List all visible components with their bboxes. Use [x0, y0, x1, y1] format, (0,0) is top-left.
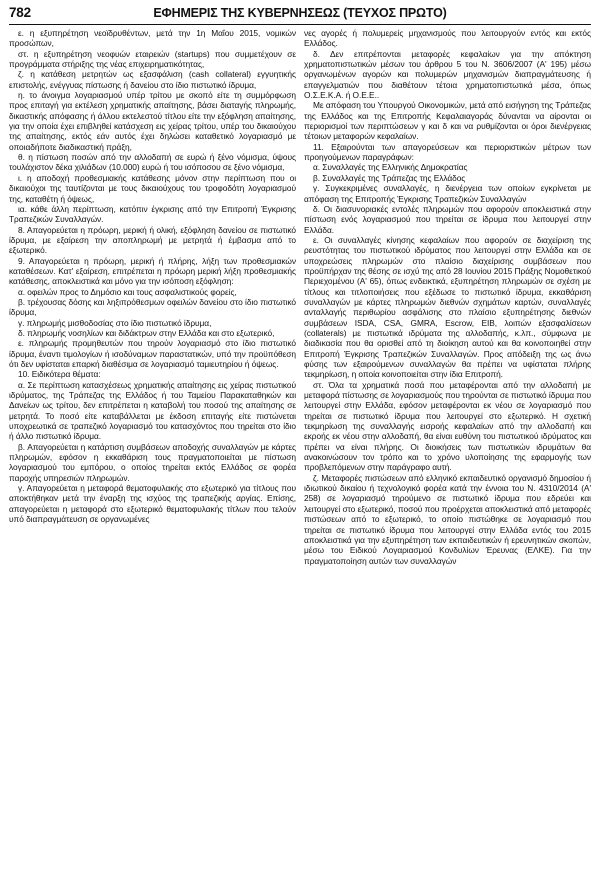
left-column: [9, 28, 296, 883]
paragraph: στ. η εξυπηρέτηση νεοφυών εταιρειών (startups) που συμμετέχουν σε προγράμματα στήριξης της νέας επιχειρηματικότητας,: [9, 48, 296, 70]
paragraph: β. Απαγορεύεται η κατάρτιση συμβάσεων αποδοχής συναλλαγών με κάρτες πληρωμών, εφόσον η εκκαθάριση τους πραγματοποιείται με πίστωση λογαριασμού του εμπόρου, ο οποίος τηρείται εκτός Ελλάδος σε φορέα παροχής υπηρεσιών πληρωμών.: [9, 441, 296, 483]
page-number: 782: [9, 5, 31, 20]
paragraph: 9. Απαγορεύεται η πρόωρη, μερική ή πλήρης, λήξη των προθεσμιακών καταθέσεων. Κατ' εξαίρεση, επιτρέπεται η πρόωρη μερική λήξη προθεσμιακής κατάθεσης, αποκλειστικά και μόνο για την ισόποση εξόφληση:: [9, 255, 296, 287]
paragraph: γ. Συγκεκριμένες συναλλαγές, η διενέργεια των οποίων εγκρίνεται με απόφαση της Επιτροπής Έγκρισης Τραπεζικών Συναλλαγών: [304, 183, 591, 204]
paragraph: στ. Όλα τα χρηματικά ποσά που μεταφέρονται από την αλλοδαπή με μεταφορά πίστωσης σε λογαριασμούς που τηρούνται σε πιστωτικό ίδρυμα που λειτουργεί στην Ελλάδα, εφόσον μεταφέρονται εκ νέου σε λογαριασμό που τηρείται σε πιστωτικό ίδρυμα που λειτουργεί στο εξωτερικό. Η σχετική τεκμηρίωση της συναλλαγής εισροής κεφαλαίων από την αλλοδαπή και εκροής εκ νέου στην αλλοδαπή, θα είναι ευθύνη του πιστωτικού ιδρύματος και πρέπει να είναι πλήρης. Οι διοικήσεις των πιστωτικών ιδρυμάτων θα ανακοινώσουν τον τρόπο και το χρόνο υλοποίησης της εφαρμογής των προβλεπόμενων στην παράγραφο αυτή.: [304, 379, 591, 473]
paragraph: 8. Απαγορεύεται η πρόωρη, μερική ή ολική, εξόφληση δανείου σε πιστωτικό ίδρυμα, με εξαίρεση την αποπληρωμή με μετρητά ή έμβασμα από το εξωτερικό.: [9, 224, 296, 256]
paragraph: ε. Οι συναλλαγές κίνησης κεφαλαίων που αφορούν σε διαχείριση της ρευστότητας του πιστωτικού ιδρύματος που λειτουργεί στην Ελλάδα και σε υποχρεώσεις πληρωμών στο πλαίσιο διαχείρισης συμβάσεων που προϋπήρχαν της θέσης σε ισχύ της από 28 Ιουνίου 2015 Πράξης Νομοθετικού Περιεχομένου (Α' 65), όπως ενδεικτικά, εξυπηρέτηση πληρωμών σε σχέση με τίτλους και τιτλοποιήσεις που εξέδωσε το πιστωτικό ίδρυμα, εκκαθάριση συναλλαγών με κάρτες πληρωμών διεθνών σχημάτων καρτών, συναλλαγές ανταλλαγής περιθωρίου ασφάλισης στο πλαίσιο εξυπηρέτησης διεθνών συμβάσεων ISDA, CSA, GMRA, Escrow, EIB, λοιπών εξασφαλίσεων (collaterals) με πιστωτικά ιδρύματα της αλλοδαπής, κ.λπ., σύμφωνα με διαδικασία που θα ορισθεί από τη διοίκηση αυτού και θα κοινοποιηθεί στην Επιτροπή Έγκρισης Τραπεζικών Συναλλαγών. Προς απόδειξη της ως άνω φύσης των εξαιρούμενων συναλλαγών θα πρέπει να υφίσταται πλήρης τεκμηρίωση, η οποία κοινοποιείται στην ίδια Επιτροπή.: [304, 234, 591, 380]
paragraph: ια. κάθε άλλη περίπτωση, κατόπιν έγκρισης από την Επιτροπή Έγκρισης Τραπεζικών Συναλλαγών.: [9, 203, 296, 225]
right-column: [304, 28, 591, 883]
paragraph: ζ. Μεταφορές πιστώσεων από ελληνικό εκπαιδευτικό οργανισμό δημοσίου ή ιδιωτικού δικαίου ή τεχνολογικό φορέα κατά την έννοια του Ν. 4310/2014 (Α' 258) σε λογαριασμό τηρούμενο σε πιστωτικό ίδρυμα που εδρεύει και λειτουργεί στο εξωτερικό, ποσού που προέρχεται αποκλειστικά από μεταφορές πιστώσεων από το εξωτερικό, το οποίο πιστώθηκε σε λογαριασμό που τηρείται σε πιστωτικό ίδρυμα που λειτουργεί στην Ελλάδα εντός του 2015 αποκλειστικά για την εξυπηρέτηση των εκπαιδευτικών ή ερευνητικών σκοπών, μέσω του Ειδικού Λογαριασμού Κονδυλίων Έρευνας (ΕΛΚΕ). Για την πραγματοποίηση αυτών των συναλλαγών: [304, 472, 591, 566]
paragraph: ε. πληρωμής προμηθευτών που τηρούν λογαριασμό στο ίδιο πιστωτικό ίδρυμα, έναντι τιμολογίων ή ισοδύναμων παραστατικών, υπό την προϋπόθεση ότι δεν υφίσταται επαρκή διαθέσιμα σε λογαριασμό ταμιευτηρίου ή όψεως.: [9, 338, 296, 369]
paragraph: β. τρέχουσας δόσης και ληξιπρόθεσμων οφειλών δανείου στο ίδιο πιστωτικό ίδρυμα,: [9, 296, 296, 318]
paragraph: δ. πληρωμής νοσηλίων και διδάκτρων στην Ελλάδα και στο εξωτερικό,: [18, 327, 275, 338]
paragraph: γ. πληρωμής μισθοδοσίας στο ίδιο πιστωτικό ίδρυμα,: [18, 317, 212, 328]
paragraph: β. Συναλλαγές της Τράπεζας της Ελλάδος: [313, 172, 466, 183]
paragraph: α. οφειλών προς το Δημόσιο και τους ασφαλιστικούς φορείς,: [18, 286, 237, 297]
paragraph: ζ. η κατάθεση μετρητών ως εξασφάλιση (cash collateral) εγγυητικής επιστολής, ενέγγυας πίστωσης ή δανείου στο ίδιο πιστωτικό ίδρυμα,: [9, 69, 296, 90]
paragraph: 11. Εξαιρούνται των απαγορεύσεων και περιοριστικών μέτρων των προηγούμενων παραγράφων:: [304, 141, 591, 163]
paragraph: 10. Ειδικότερα θέματα:: [18, 369, 101, 380]
paragraph: νες αγορές ή πολυμερείς μηχανισμούς που λειτουργούν εντός και εκτός Ελλάδος.: [304, 28, 591, 49]
journal-title: ΕΦΗΜΕΡΙΣ ΤΗΣ ΚΥΒΕΡΝΗΣΕΩΣ (ΤΕΥΧΟΣ ΠΡΩΤΟ): [153, 6, 447, 20]
paragraph: θ. η πίστωση ποσών από την αλλοδαπή σε ευρώ ή ξένο νόμισμα, ύψους τουλάχιστον δέκα χιλιάδων (10.000) ευρώ ή του ισόποσου σε ξένο νόμισμα,: [9, 152, 296, 173]
text-columns: [9, 28, 591, 883]
paragraph: δ. Δεν επιτρέπονται μεταφορές κεφαλαίων για την απόκτηση χρηματοπιστωτικών μέσων του άρθρου 5 του Ν. 3606/2007 (Α' 195) μέσω οργανωμένων αγορών και πολυμερών μηχανισμών διαπραγμάτευσης ή επαγγελματιών που διαθέτουν τέτοια χρηματοπιστωτικά μέσα, όπως Ο.Σ.Ε.Κ.Α. ή Ο.Ε.Ε..: [304, 48, 591, 101]
paragraph: η. το άνοιγμα λογαριασμού υπέρ τρίτου με σκοπό είτε τη συμμόρφωση προς επιταγή για εκτέλεση χρηματικής απαίτησης, βάσει διαταγής πληρωμής, δικαστικής απόφασης ή άλλου εκτελεστού τίτλου είτε την εξόφληση απαίτησης, για την οποία έχει επιβληθεί κατάσχεση εις χείρας τρίτου, υπέρ του δικαιούχου της απαίτησης, εκτός εάν αυτός έχει δηλώσει καταθετικό λογαριασμό με οποιαδήποτε διαδικαστική πράξη,: [9, 90, 296, 152]
paragraph: γ. Απαγορεύεται η μεταφορά θεματοφυλακής στο εξωτερικό για τίτλους που αποκτήθηκαν μετά την έναρξη της ισχύος της τραπεζικής αργίας. Επίσης, απαγορεύεται η μεταφορά στο εξωτερικό θεματοφυλακής τίτλων που τελούν υπό διαπραγμάτευση σε οργανωμένες: [9, 483, 296, 525]
page-header: [9, 5, 591, 25]
paragraph: ι. η αποδοχή προθεσμιακής κατάθεσης μόνον στην περίπτωση που οι δικαιούχοι της ταυτίζονται με τους δικαιούχους του τροφοδότη λογαριασμού της, καταθέτη ή όψεως,: [9, 172, 296, 204]
paragraph: α. Σε περίπτωση κατασχέσεως χρηματικής απαίτησης εις χείρας πιστωτικού ιδρύματος, της Τράπεζας της Ελλάδος ή του Ταμείου Παρακαταθηκών και Δανείων ως τρίτου, δεν επιτρέπεται η καταβολή του ποσού της απαίτησης σε μετρητά. Το ποσό είτε καταβάλλεται με έκδοση επιταγής είτε πιστώνεται υποχρεωτικά σε τραπεζικό λογαριασμό του κατασχόντος που τηρείται στο ίδιο ή άλλο πιστωτικό ίδρυμα.: [9, 379, 296, 442]
paragraph: ε. η εξυπηρέτηση νεοϊδρυθέντων, μετά την 1η Μαΐου 2015, νομικών προσώπων,: [9, 28, 296, 49]
paragraph: α. Συναλλαγές της Ελληνικής Δημοκρατίας: [313, 162, 468, 173]
paragraph: δ. Οι διασυνοριακές εντολές πληρωμών που αφορούν αποκλειστικά στην πίστωση ενός λογαριασμού που τηρείται σε ίδρυμα που λειτουργεί στην Ελλάδα.: [304, 203, 591, 235]
paragraph: Με απόφαση του Υπουργού Οικονομικών, μετά από εισήγηση της Τράπεζας της Ελλάδος και της Επιτροπής Κεφαλαιαγοράς δύνανται να αίρονται οι περιορισμοί των περιπτώσεων γ και δ και να ρυθμίζονται οι όροι διενέργειας τέτοιων μεταφορών κεφαλαίων.: [304, 100, 591, 142]
